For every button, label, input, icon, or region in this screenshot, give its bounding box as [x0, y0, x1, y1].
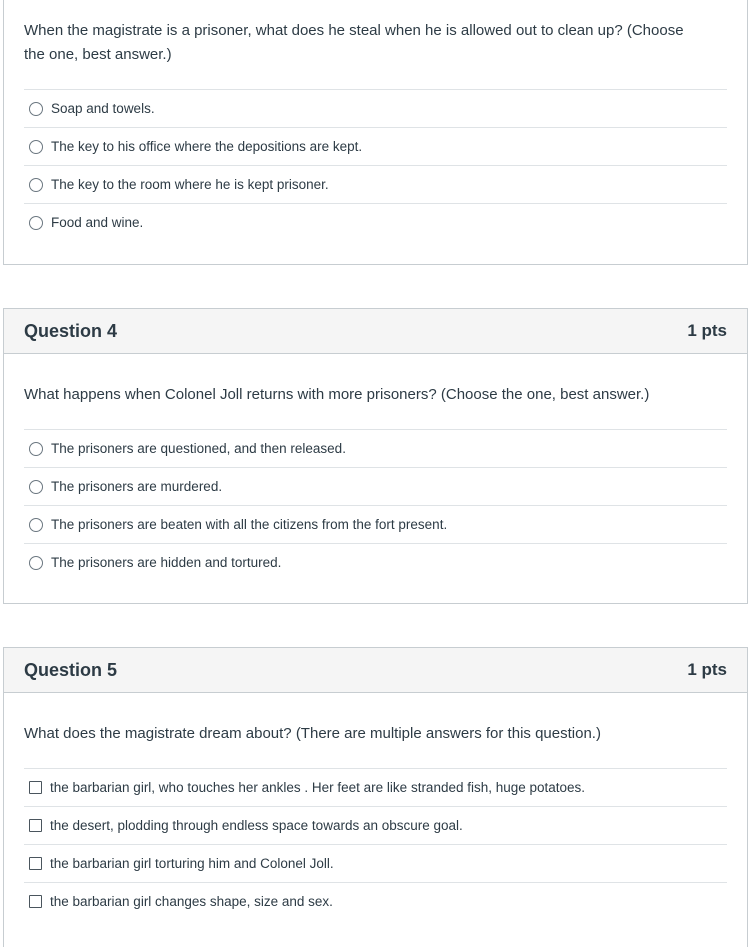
- question-header: [4, 648, 747, 693]
- question-text: What does the magistrate dream about? (There are multiple answers for this question.): [24, 725, 601, 742]
- radio-button[interactable]: [29, 216, 43, 230]
- answer-option[interactable]: [24, 544, 727, 581]
- answer-label: The key to the room where he is kept prisoner.: [51, 177, 329, 192]
- answer-label: Food and wine.: [51, 215, 144, 230]
- question-text: What happens when Colonel Joll returns with more prisoners? (Choose the one, best answer.): [24, 386, 650, 403]
- answer-option[interactable]: [24, 845, 727, 883]
- radio-button[interactable]: [29, 102, 43, 116]
- answer-option[interactable]: [24, 430, 727, 468]
- radio-button[interactable]: [29, 442, 43, 456]
- radio-button[interactable]: [29, 480, 43, 494]
- question-5-card: [3, 647, 748, 947]
- checkbox[interactable]: [29, 857, 42, 870]
- answer-label: The prisoners are murdered.: [51, 479, 223, 494]
- question-title: Question 4: [24, 320, 118, 341]
- radio-button[interactable]: [29, 178, 43, 192]
- answer-option[interactable]: [24, 128, 727, 166]
- answer-label: The prisoners are hidden and tortured.: [51, 555, 282, 570]
- question-3-card: [3, 0, 748, 265]
- radio-button[interactable]: [29, 140, 43, 154]
- answer-list: [24, 429, 727, 581]
- answer-label: the barbarian girl, who touches her ankles . Her feet are like stranded fish, huge potatoes.: [50, 780, 586, 795]
- answer-label: the desert, plodding through endless space towards an obscure goal.: [50, 818, 463, 833]
- checkbox[interactable]: [29, 819, 42, 832]
- question-points: 1 pts: [687, 660, 727, 679]
- answer-label: the barbarian girl torturing him and Colonel Joll.: [50, 856, 334, 871]
- radio-button[interactable]: [29, 518, 43, 532]
- answer-label: the barbarian girl changes shape, size and sex.: [50, 894, 333, 909]
- answer-option[interactable]: [24, 468, 727, 506]
- question-4-card: [3, 308, 748, 604]
- answer-label: The key to his office where the depositions are kept.: [51, 139, 363, 154]
- question-text: When the magistrate is a prisoner, what does he steal when he is allowed out to clean up? (Choose the one, best answer.): [24, 22, 684, 63]
- answer-list: [24, 768, 727, 920]
- question-points: 1 pts: [687, 321, 727, 340]
- answer-option[interactable]: [24, 204, 727, 241]
- question-title: Question 5: [24, 659, 118, 680]
- answer-option[interactable]: [24, 90, 727, 128]
- answer-label: The prisoners are questioned, and then released.: [51, 441, 346, 456]
- answer-option[interactable]: [24, 769, 727, 807]
- answer-option[interactable]: [24, 807, 727, 845]
- answer-label: The prisoners are beaten with all the citizens from the fort present.: [51, 517, 448, 532]
- answer-option[interactable]: [24, 166, 727, 204]
- answer-option[interactable]: [24, 883, 727, 920]
- question-header: [4, 309, 747, 354]
- answer-list: [24, 89, 727, 241]
- answer-label: Soap and towels.: [51, 101, 155, 116]
- checkbox[interactable]: [29, 895, 42, 908]
- answer-option[interactable]: [24, 506, 727, 544]
- radio-button[interactable]: [29, 556, 43, 570]
- checkbox[interactable]: [29, 781, 42, 794]
